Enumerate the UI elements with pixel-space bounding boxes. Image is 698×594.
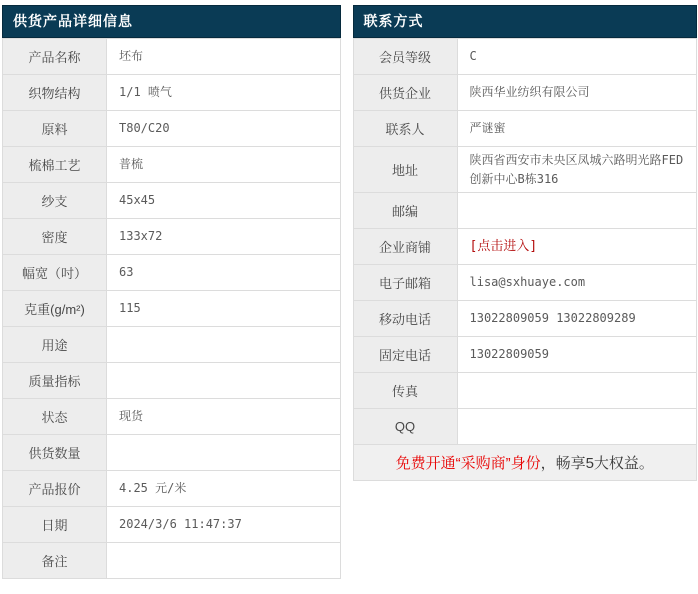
field-value: 陕西省西安市未央区凤城六路明光路FED创新中心B栋316	[457, 147, 697, 193]
field-label: 用途	[3, 327, 107, 363]
field-value	[107, 327, 341, 363]
field-label: 密度	[3, 219, 107, 255]
product-details-table	[2, 38, 341, 579]
field-value	[107, 363, 341, 399]
field-label: 电子邮箱	[353, 265, 457, 301]
field-label: 状态	[3, 399, 107, 435]
table-row	[3, 507, 341, 543]
table-row	[353, 75, 697, 111]
contact-info-title: 联系方式	[353, 5, 698, 38]
product-details-title: 供货产品详细信息	[2, 5, 341, 38]
field-value: 严谜蜜	[457, 111, 697, 147]
field-label: 企业商铺	[353, 229, 457, 265]
table-row	[353, 265, 697, 301]
field-label: 供货企业	[353, 75, 457, 111]
table-row	[3, 219, 341, 255]
table-row	[3, 471, 341, 507]
field-label: 供货数量	[3, 435, 107, 471]
table-row	[353, 337, 697, 373]
table-row	[3, 327, 341, 363]
field-label: 备注	[3, 543, 107, 579]
field-label: 地址	[353, 147, 457, 193]
field-value: 2024/3/6 11:47:37	[107, 507, 341, 543]
field-value	[457, 373, 697, 409]
field-label: 原料	[3, 111, 107, 147]
field-label: 克重(g/m²)	[3, 291, 107, 327]
contact-info-panel	[353, 5, 698, 481]
field-label: 产品报价	[3, 471, 107, 507]
table-row	[3, 183, 341, 219]
field-value: 现货	[107, 399, 341, 435]
field-value	[107, 543, 341, 579]
promo-highlight-text: 免费开通“采购商”身份	[395, 455, 541, 473]
field-label: 移动电话	[353, 301, 457, 337]
field-label: 织物结构	[3, 75, 107, 111]
field-label: 邮编	[353, 193, 457, 229]
product-details-panel	[2, 5, 341, 579]
table-row	[353, 301, 697, 337]
table-row	[3, 363, 341, 399]
contact-info-table	[353, 38, 698, 481]
table-row	[3, 39, 341, 75]
table-row	[3, 399, 341, 435]
field-label: 会员等级	[353, 39, 457, 75]
promo-row	[353, 445, 697, 481]
table-row	[3, 75, 341, 111]
table-row	[3, 111, 341, 147]
field-label: 联系人	[353, 111, 457, 147]
table-row	[353, 147, 697, 193]
field-value: lisa@sxhuaye.com	[457, 265, 697, 301]
field-value	[107, 435, 341, 471]
table-row	[3, 543, 341, 579]
table-row	[353, 39, 697, 75]
field-value: 63	[107, 255, 341, 291]
field-label: 幅宽（吋）	[3, 255, 107, 291]
table-row	[3, 435, 341, 471]
table-row	[3, 147, 341, 183]
field-label: 产品名称	[3, 39, 107, 75]
field-value: 4.25 元/米	[107, 471, 341, 507]
field-label: 梳棉工艺	[3, 147, 107, 183]
field-label: 传真	[353, 373, 457, 409]
field-value: 普梳	[107, 147, 341, 183]
field-label: 固定电话	[353, 337, 457, 373]
field-value: 陕西华业纺织有限公司	[457, 75, 697, 111]
field-label: QQ	[353, 409, 457, 445]
table-row	[3, 291, 341, 327]
table-row	[353, 229, 697, 265]
field-value: 1/1 喷气	[107, 75, 341, 111]
field-value: 坯布	[107, 39, 341, 75]
shop-enter-link[interactable]: [点击进入]	[469, 238, 538, 254]
field-label: 日期	[3, 507, 107, 543]
field-label: 纱支	[3, 183, 107, 219]
field-label: 质量指标	[3, 363, 107, 399]
field-value: 133x72	[107, 219, 341, 255]
field-value	[457, 229, 697, 265]
field-value	[457, 193, 697, 229]
table-row	[353, 409, 697, 445]
promo-rest-text: ，畅享5大权益。	[540, 455, 654, 473]
table-row	[3, 255, 341, 291]
field-value: T80/C20	[107, 111, 341, 147]
table-row	[353, 111, 697, 147]
field-value: 115	[107, 291, 341, 327]
promo-banner	[353, 445, 697, 481]
field-value: 45x45	[107, 183, 341, 219]
field-value: 13022809059 13022809289	[457, 301, 697, 337]
table-row	[353, 373, 697, 409]
field-value: 13022809059	[457, 337, 697, 373]
field-value: C	[457, 39, 697, 75]
field-value	[457, 409, 697, 445]
table-row	[353, 193, 697, 229]
